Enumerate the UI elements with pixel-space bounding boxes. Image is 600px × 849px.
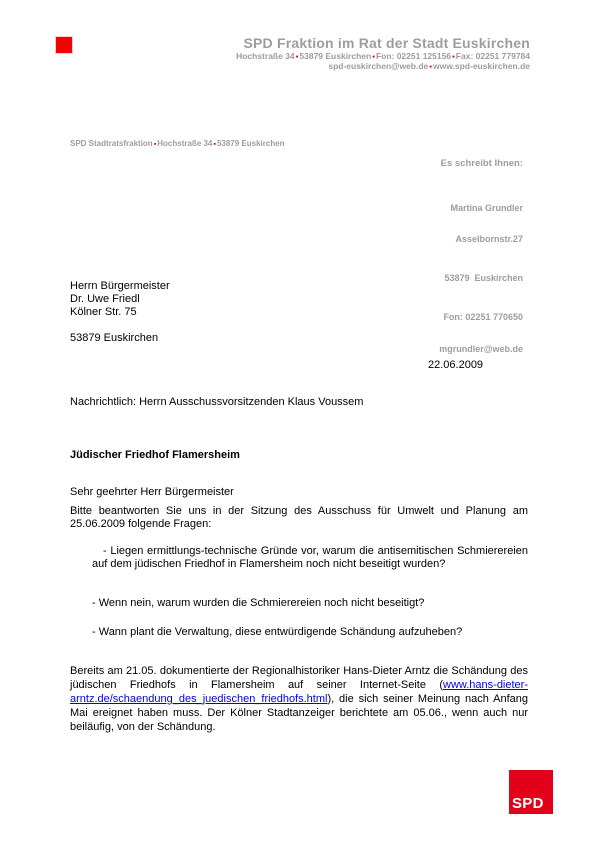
letterhead-contact-part: www.spd-euskirchen.de <box>433 60 530 71</box>
letterhead-address-part: Hochstraße 34 <box>236 51 295 61</box>
sender-part: 53879 Euskirchen <box>216 139 285 148</box>
question-item: - Wenn nein, warum wurden die Schmierereien noch nicht beseitigt? <box>92 597 425 609</box>
writer-email: mgrundler@web.de <box>439 343 523 354</box>
writer-city: 53879 Euskirchen <box>444 272 523 283</box>
letterhead-address-part: Fax: 02251 779784 <box>455 51 530 61</box>
sender-part: SPD Stadtratsfraktion <box>70 139 153 148</box>
closing-text-post: ), die sich seiner Meinung nach Anfang Mai ereignet haben muss. Der Kölner Stadtanzeiger berichtete am 05.06., wenn auch nur beiläufig, von der Schändung. <box>70 693 528 733</box>
recipient-city: 53879 Euskirchen <box>70 332 159 344</box>
closing-paragraph <box>70 664 528 734</box>
spd-logo <box>509 770 553 814</box>
subject-line: Jüdischer Friedhof Flamersheim <box>70 449 240 461</box>
letterhead-contact-line <box>236 62 530 72</box>
writer-phone: Fon: 02251 770650 <box>443 312 523 322</box>
letterhead <box>236 35 530 71</box>
bullet-icon: ▪ <box>372 52 375 61</box>
letterhead-address-part: 53879 Euskirchen <box>299 51 372 61</box>
recipient-line: Herrn Bürgermeister <box>70 280 170 292</box>
letterhead-address-part: Fon: 02251 125156 <box>375 51 452 61</box>
question-item: - Wann plant die Verwaltung, diese entwürdigende Schändung aufzuheben? <box>92 626 463 638</box>
spd-letterhead-mark-icon <box>56 37 72 53</box>
sender-part: Hochstraße 34 <box>157 139 213 148</box>
writer-street: Asselbornstr.27 <box>455 234 523 244</box>
cc-line: Nachrichtlich: Herrn Ausschussvorsitzenden Klaus Voussem <box>70 396 364 408</box>
spd-logo-text: SPD <box>512 795 544 812</box>
salutation: Sehr geehrter Herr Bürgermeister <box>70 486 234 498</box>
recipient-line: Kölner Str. 75 <box>70 306 137 318</box>
recipient-line: Dr. Uwe Friedl <box>70 293 140 305</box>
closing-text-pre: Bereits am 21.05. dokumentierte der Regionalhistoriker Hans-Dieter Arntz die Schändung des jüdischen Friedhofs in Flamersheim auf seiner Internet-Seite ( <box>70 665 528 691</box>
friedhof-schaendung-link[interactable]: www.hans-dieter-arntz.de/schaendung_des_juedischen_friedhofs.html <box>70 679 528 705</box>
sender-return-address <box>70 139 285 148</box>
bullet-icon: ▪ <box>213 139 216 148</box>
bullet-icon: ▪ <box>452 52 455 61</box>
recipient-address-block <box>70 280 170 345</box>
letterhead-contact-part: spd-euskirchen@web.de <box>328 60 429 71</box>
letterhead-title: SPD Fraktion im Rat der Stadt Euskirchen <box>243 35 530 51</box>
writer-contact-block <box>439 138 523 375</box>
intro-paragraph: Bitte beantworten Sie uns in der Sitzung des Ausschuss für Umwelt und Planung am 25.06.2009 folgende Fragen: <box>70 505 528 530</box>
bullet-icon: ▪ <box>295 52 299 61</box>
writer-name: Martina Grundler <box>450 202 523 213</box>
writer-label: Es schreibt Ihnen: <box>440 158 523 169</box>
bullet-icon: ▪ <box>153 139 157 148</box>
question-item: - Liegen ermittlungs-technische Gründe vor, warum die antisemitischen Schmierereien auf dem jüdischen Friedhof in Flamersheim noch nicht beseitigt wurden? <box>92 545 528 570</box>
bullet-icon: ▪ <box>429 61 432 71</box>
letter-date: 22.06.2009 <box>428 359 484 371</box>
